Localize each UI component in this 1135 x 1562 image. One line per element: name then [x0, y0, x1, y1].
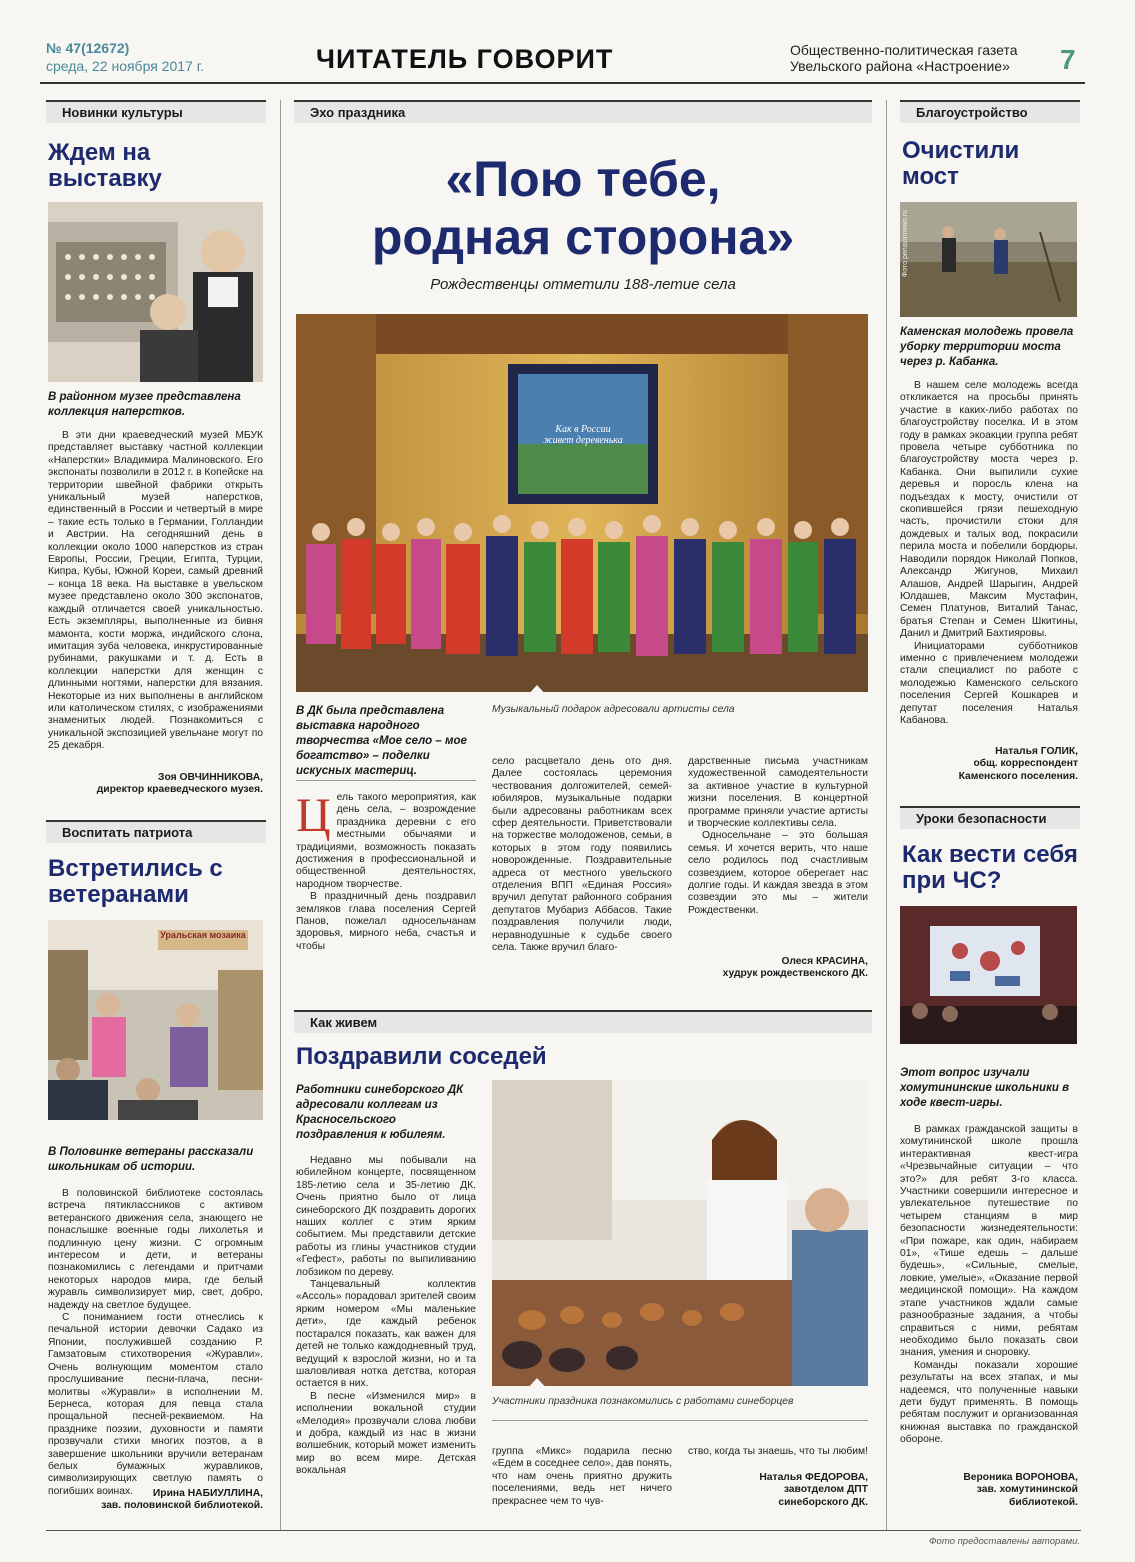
caption-crafts: Участники праздника познакомились с работами синеборцев	[492, 1396, 794, 1407]
author-role: общ. корреспондент	[973, 758, 1078, 770]
section-title: ЧИТАТЕЛЬ ГОВОРИТ	[316, 44, 614, 74]
paragraph: село расцветало день ото дня. Далее состоялась церемония чествования долгожителей, семей-юбиляров, музыкальные подарки были адресованы работникам всех сфер деятельности. Приветствовали на торжестве молодоженов, семьи, в которых в этом году появились новорожденные. Поздравительные адреса от местного увельского отделения ВПП «Единая Россия» вручил депутат районного собрания депутатов Мубариз Аббасов. Такие поздравления получили люди, неравнодушные к судьбе своего села. Также вручил благо-	[492, 756, 672, 954]
author-role: завотделом ДПТ	[783, 1484, 868, 1496]
separator	[296, 780, 476, 781]
body-neighbors-col2: группа «Микс» подарила песню «Едем в соседнее село», дав понять, что нам очень приятно дружить поселениями, ведь нет ничего прекраснее чем то чув-	[492, 1446, 672, 1507]
caption-pointer	[526, 685, 548, 697]
drop-cap: Ц	[296, 789, 331, 842]
paragraph: дарственные письма участникам художественной самодеятельности за активное участие в культурной жизни поселения. В концертной программе приняли участие артисты и творческие коллективы села.	[688, 756, 868, 830]
signature-exhibition	[48, 772, 263, 797]
body-neighbors-col1	[296, 1155, 476, 1478]
caption-pointer	[526, 1378, 548, 1390]
paragraph: Команды показали хорошие результаты на всех этапах, и мы надеемся, что полученные навыки дети будут применять. В помощь ребятам послужит и организованная книжная выставка по гражданской обороне.	[900, 1359, 1078, 1446]
paragraph: Танцевальный коллектив «Ассоль» порадовал зрителей своим ярким номером «Мы маленькие дети», где каждый ребенок постарался показать, как важен для детей не только каждодневный труд, ведущий к взрослой жизни, но и та шаловливая нотка детства, которая остается в них.	[296, 1279, 476, 1390]
paragraph: Недавно мы побывали на юбилейном концерте, посвященном 185-летию села и 35-летию ДК. Очень приятно было от лица синеборского ДК поздравить дорогих наших коллег с этим ярким событием. Мы представили детские работы из глины участников студии «Гефест», работы по выпиливанию лобзиком по дереву.	[296, 1155, 476, 1278]
rubric-patriot: Воспитать патриота	[46, 820, 266, 843]
lead-bridge: Каменская молодежь провела уборку территории моста через р. Кабанка.	[900, 326, 1074, 368]
screen-caption	[518, 424, 648, 446]
author-role: зав. половинской библиотекой.	[101, 1500, 263, 1512]
paragraph: Односельчане – это большая семья. И хочется верить, что наше село родилось под счастливым созвездием, которое оберегает нас долгие годы. И каждая звезда в этом созвездии это мы – жители Рождественки.	[688, 830, 868, 916]
author-name: Наталья ГОЛИК,	[995, 746, 1078, 757]
author-name: Олеся КРАСИНА,	[781, 956, 868, 967]
signature-emergency	[900, 1472, 1078, 1509]
column-divider	[280, 100, 281, 1530]
author-role: синеборского ДК.	[778, 1496, 868, 1508]
paragraph: В половинской библиотеке состоялась встреча пятиклассников с активом ветеранского движения села, знающего не понаслышке военные годы лихолетья и подлинную цену жизни. С огромным интересом и дети, и ветераны познакомились с легендами и притчами некоторых народов мира, где белый журавль символизирует мир, свет, добро, надежду на светлое будущее.	[48, 1188, 263, 1311]
paragraph: В песне «Изменился мир» в исполнении вокальной студии «Мелодия» прозвучали слова любви и добра, каждый из нас в жизни волшебник, который может изменить мир во всем мире. Детская вокальная	[296, 1390, 476, 1477]
screen-caption-line2: живет деревенька	[543, 435, 623, 446]
paper-name	[790, 42, 1050, 74]
author-role: Каменского поселения.	[958, 770, 1078, 782]
body-bridge	[900, 380, 1078, 727]
separator	[492, 1420, 868, 1421]
lead-neighbors: Работники синеборского ДК адресовали коллегам из Красносельского поздравления к юбилеям.	[296, 1084, 464, 1141]
headline-main-line1: «Пою тебе,	[445, 151, 721, 207]
footer-rule	[46, 1530, 1081, 1531]
headline-bridge: Очистили мост	[902, 137, 1020, 190]
body-main-col2	[492, 756, 672, 955]
photo-library	[48, 920, 263, 1120]
paper-name-line2: Увельского района «Настроение»	[790, 58, 1010, 74]
author-role: зав. хомутининской	[976, 1484, 1078, 1496]
photo-credit: Фото pensionnews.ru	[902, 210, 909, 278]
rubric-holiday: Эхо праздника	[294, 100, 872, 123]
headline-exhibition: Ждем на выставку	[48, 139, 162, 192]
paragraph: В рамках гражданской защиты в хомутининской школе прошла интерактивная квест-игра «Чрезвычайные ситуации – что это?» для ребят 3-го класса. Участники совершили интересное и увлекательное путешествие по четырем станциям в мир безопасности жизнедеятельности: «При пожаре, как один, набираем 01», «Тише едешь – дальше будешь», «Сильные, смелые, ловкие, умелые», «Оказание первой медицинской помощи». На каждом этапе участников ждали самые разнообразные задания, а чтобы справиться с ними, ребятам необходимо было показать свои знания, умения и сноровку.	[900, 1124, 1078, 1359]
subtitle-main: Рождественцы отметили 188-летие села	[430, 276, 736, 293]
screen-caption-line1: Как в России	[555, 424, 611, 435]
photo-thimbles	[48, 202, 263, 382]
rubric-safety: Уроки безопасности	[900, 806, 1080, 829]
photo-quest	[900, 906, 1077, 1044]
body-veterans	[48, 1188, 263, 1498]
author-name: Наталья ФЕДОРОВА,	[759, 1472, 868, 1483]
paper-name-line1: Общественно-политическая газета	[790, 42, 1018, 58]
body-main-col1	[296, 789, 476, 953]
signature-neighbors	[688, 1472, 868, 1509]
headline-main-line2: родная сторона»	[371, 209, 795, 265]
photo-bridge-cleanup	[900, 202, 1077, 317]
paragraph: В праздничный день поздравил земляков глава поселения Сергей Панов, пожелал односельчанам здоровья, мирного неба, счастья и чтобы	[296, 891, 476, 952]
headline-veterans: Встретились с ветеранами	[48, 855, 223, 908]
paragraph: С пониманием гости отнеслись к печальной истории девочки Садако из Японии, послужившей созданию Р. Гамзатовым стихотворения «Журавли». Очень волнующим моментом стало прослушивание песни-плача, песни-молитвы «Журавли» в исполнении М. Бернеса, которая для певца стала прощальной песней-реквиемом. На празднике поэзии, духовности и памяти прозвучали стихи многих поэтов, а в завершение школьники вручили ветеранам белых бумажных журавликов, символизирующих светлую память о погибших воинах.	[48, 1312, 263, 1497]
column-divider	[886, 100, 887, 1530]
author-role: директор краеведческого музея.	[96, 784, 263, 796]
body-emergency	[900, 1124, 1078, 1447]
page-number: 7	[1060, 44, 1076, 75]
body-neighbors-col3: ство, когда ты знаешь, что ты любим!	[688, 1446, 868, 1457]
body-main-col3	[688, 756, 868, 917]
headline-main	[294, 150, 872, 266]
signature-veterans	[48, 1488, 263, 1513]
headline-emergency: Как вести себя при ЧС?	[902, 841, 1078, 894]
rubric-how-we-live: Как живем	[294, 1010, 872, 1033]
paragraph: Инициаторами субботников именно с привлечением молодежи стали специалист по работе с молодежью Каменского сельского поселения Сергей Кошкарев и депутат поселения Наталья Кабанова.	[900, 640, 1078, 726]
author-name: Вероника ВОРОНОВА,	[963, 1472, 1078, 1483]
body-exhibition	[48, 430, 263, 753]
paragraph: В эти дни краеведческий музей МБУК представляет выставку частной коллекции «Наперстки» Владимира Малиновского. Его экспонаты позволили в 2012 г. в Копейске на территории швейной фабрики открыть уникальный музей наперстков, единственный в России и четвертый в мире – такие есть только в Германии, Голландии и Австрии. На сегодняшний день в коллекции около 1000 наперстков из стран Европы, России, Греции, Египта, Турции, Кипра, Кубы, Южной Кореи, самый древний – конца 18 века. На выставке в увельском музее представлено около 300 экспонатов, каждый отличается своей уникальностью. Есть экземпляры, выполненные из бивня мамонта, кости моржа, индийского слона, имитация зуба человека, инкрустированные рубинами, ракушками и т. д. Есть в коллекции наперстки для женщин с длинными ногтями, наперстки для вязания. Некоторые из них выполнены в английском или католическом стилях, с изображениями знаменитых людей. Познакомиться с уникальной экспозицией увельчане могут по 25 декабря.	[48, 430, 263, 752]
lead-main: В ДК была представлена выставка народного творчества «Мое село – мое богатство» – поделки искусных мастериц.	[296, 705, 467, 777]
paragraph: ель такого мероприятия, как день села, – возрождение праздника деревни с его местными обычаями и традициями, возможность показать достижения в профессиональной и общественной деятельностях, народном творчестве.	[296, 792, 476, 890]
rubric-culture: Новинки культуры	[46, 100, 266, 123]
rubric-improvement: Благоустройство	[900, 100, 1080, 123]
photo-crafts	[492, 1080, 868, 1386]
paragraph: В нашем селе молодежь всегда откликается на просьбы принять участие в каких-либо работах по благоустройству поселка. И в этом году в рамках экоакции группа ребят провела четыре субботника по благоустройству моста через р. Кабанка. Они выпилили сухие деревья и поросль клена на подъездах к мосту, очистили от скопившейся грязи пешеходную часть, прочистили стоки для дождевых и талых вод, покрасили перила моста и побелили бордюры. Наводили порядок Николай Попков, Александр Жигунов, Михаил Алашов, Андрей Шарыгин, Андрей Юлдашев, Максим Мустафин, Семен Платунов, Виталий Танас, братья Степан и Семен Шкитины, Данил и Дмитрий Бахтияровы.	[900, 380, 1078, 640]
lead-veterans: В Половинке ветераны рассказали школьникам об истории.	[48, 1146, 254, 1173]
author-role: худрук рождественского ДК.	[722, 968, 868, 980]
caption-concert: Музыкальный подарок адресовали артисты села	[492, 704, 735, 715]
issue-date: среда, 22 ноября 2017 г.	[46, 58, 204, 74]
photo-sign-text: Уральская мозаика	[160, 930, 246, 940]
author-name: Ирина НАБИУЛЛИНА,	[152, 1488, 263, 1499]
author-role: библиотекой.	[1009, 1496, 1078, 1508]
author-name: Зоя ОВЧИННИКОВА,	[158, 772, 263, 783]
signature-bridge	[900, 746, 1078, 783]
issue-number: № 47(12672)	[46, 40, 130, 56]
photo-credits: Фото предоставлены авторами.	[929, 1536, 1080, 1547]
photo-concert	[296, 314, 868, 692]
header-rule	[40, 82, 1085, 84]
lead-emergency: Этот вопрос изучали хомутининские школьники в ходе квест-игры.	[900, 1067, 1070, 1109]
lead-exhibition: В районном музее представлена коллекция наперстков.	[48, 391, 241, 418]
headline-neighbors: Поздравили соседей	[296, 1043, 547, 1070]
signature-main	[688, 956, 868, 981]
